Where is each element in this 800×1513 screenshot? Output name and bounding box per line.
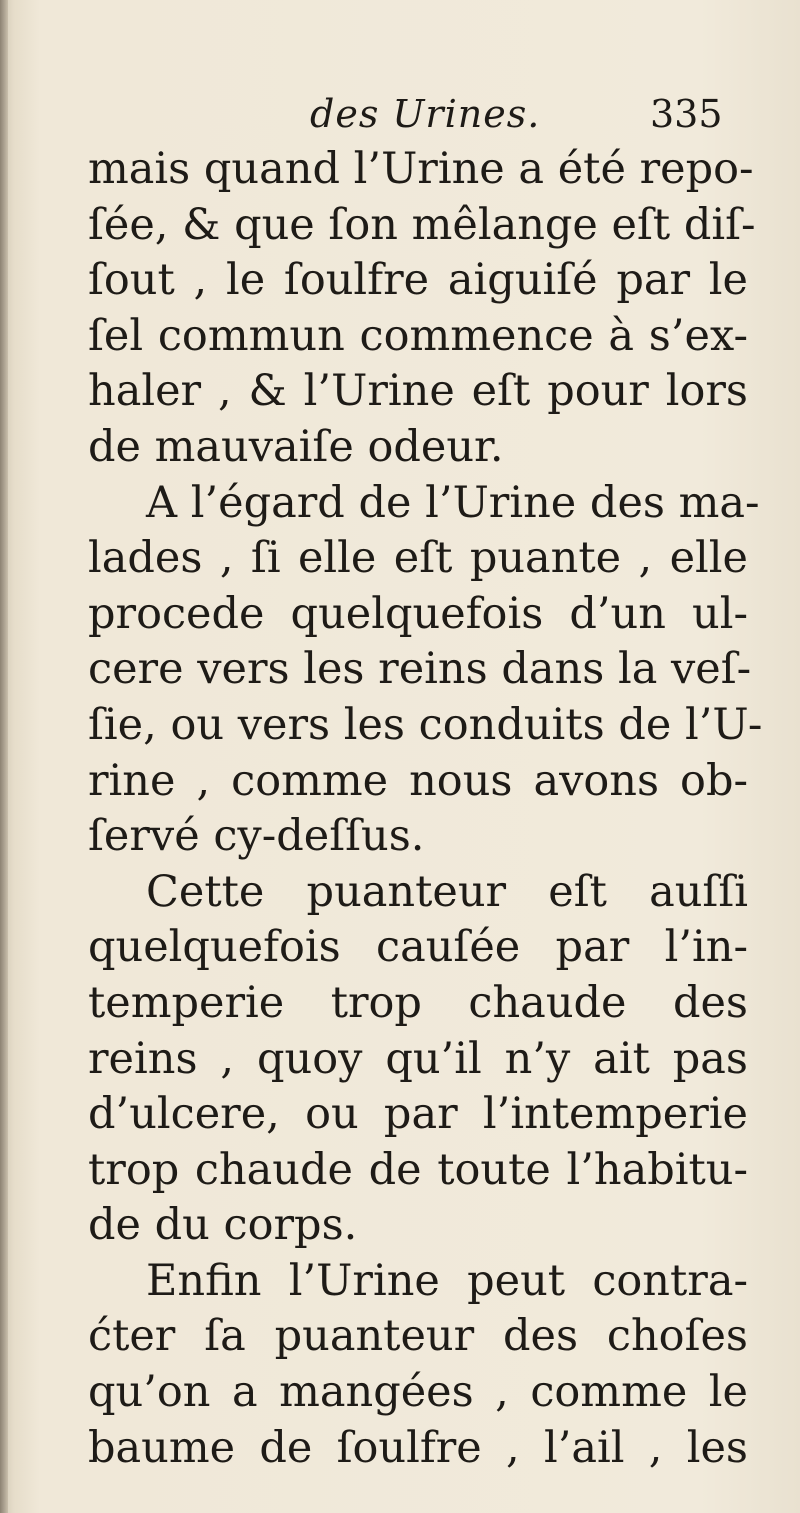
text-line: rine , comme nous avons ob-	[88, 755, 748, 806]
body-text	[88, 142, 763, 1476]
text-line: reins , quoy qu’il n’y ait pas	[88, 1033, 748, 1084]
page-number: 335	[650, 92, 723, 136]
running-title: des Urines.	[310, 92, 541, 136]
text-line: temperie trop chaude des	[88, 977, 748, 1028]
text-line: de du corps.	[88, 1200, 358, 1251]
text-line: A l’égard de l’Urine des ma-	[146, 477, 760, 528]
text-line: ſie, ou vers les conduits de l’U-	[88, 699, 763, 750]
text-line: haler , & l’Urine eſt pour lors	[88, 366, 748, 417]
text-line: procede quelquefois d’un ul-	[88, 588, 748, 639]
text-line: de mauvaiſe odeur.	[88, 421, 504, 472]
page-header	[0, 92, 800, 142]
text-line: cere vers les reins dans la veſ-	[88, 644, 752, 695]
text-line: mais quand l’Urine a été repo-	[88, 144, 754, 194]
text-line: ſervé cy-deſſus.	[88, 811, 425, 862]
text-line: Cette puanteur eſt auſſi	[146, 866, 748, 917]
text-line: lades , ſi elle eſt puante , elle	[88, 533, 748, 584]
text-line: ſée, & que ſon mêlange eſt diſ-	[88, 199, 756, 250]
text-line: ſel commun commence à s’ex-	[88, 310, 748, 361]
text-line: quelquefois cauſée par l’in-	[88, 922, 748, 973]
text-line: d’ulcere, ou par l’intemperie	[88, 1089, 748, 1140]
text-line: qu’on a mangées , comme le	[88, 1367, 748, 1418]
text-line: ćter ſa puanteur des choſes	[88, 1311, 748, 1362]
text-line: baume de ſoulfre , l’ail , les	[88, 1422, 748, 1473]
text-line: ſout , le ſoulfre aiguiſé par le	[88, 255, 748, 306]
text-line: trop chaude de toute l’habitu-	[88, 1144, 748, 1195]
text-line: Enfin l’Urine peut contra-	[146, 1255, 748, 1306]
page-gutter	[0, 0, 8, 1513]
